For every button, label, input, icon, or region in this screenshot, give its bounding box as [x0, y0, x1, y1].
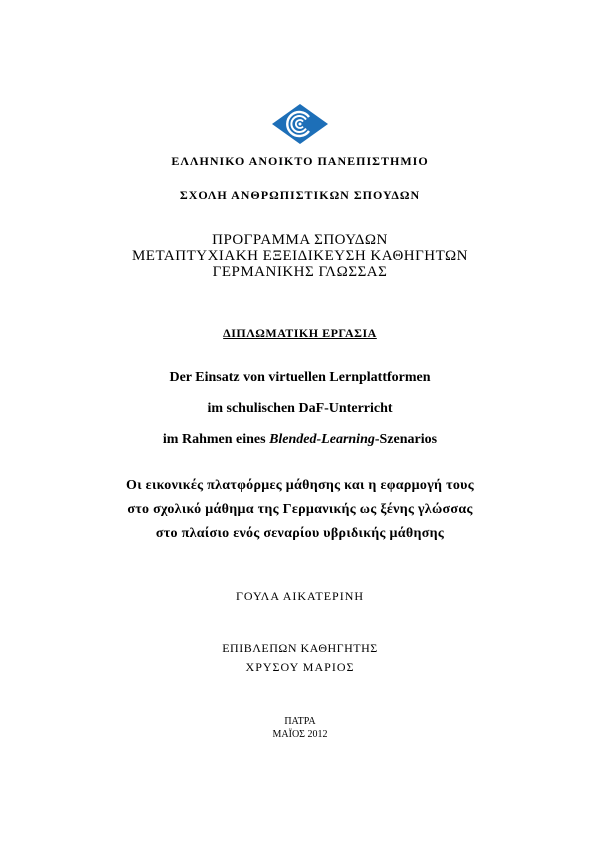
- german-title-line-2: im schulischen DaF-Unterricht: [207, 401, 393, 416]
- german-title-line-3-prefix: im Rahmen eines: [162, 432, 270, 447]
- german-title-line-3-italic: Blended-Learning: [269, 432, 375, 447]
- university-name: ΕΛΛΗΝΙΚΟ ΑΝΟΙΚΤΟ ΠΑΝΕΠΙΣΤΗΜΙΟ: [171, 154, 429, 168]
- greek-title-line-3: στο πλαίσιο ενός σεναρίου υβριδικής μάθησης: [155, 526, 445, 541]
- program-line-2: ΜΕΤΑΠΤΥΧΙΑΚΗ ΕΞΕΙΔΙΚΕΥΣΗ ΚΑΘΗΓΗΤΩΝ: [131, 248, 469, 264]
- program-line-3: ΓΕΡΜΑΝΙΚΗΣ ΓΛΩΣΣΑΣ: [212, 264, 388, 280]
- german-title-line-3: [0, 432, 600, 448]
- date: ΜΑΪΟΣ 2012: [272, 729, 328, 740]
- author-name: ΓΟΥΛΑ ΑΙΚΑΤΕΡΙΝΗ: [235, 589, 365, 603]
- supervisor-name: ΧΡΥΣΟΥ ΜΑΡΙΟΣ: [245, 660, 355, 674]
- greek-title-line-2: στο σχολικό μάθημα της Γερμανικής ως ξένης γλώσσας: [127, 502, 473, 517]
- greek-title-line-1: Οι εικονικές πλατφόρμες μάθησης και η εφαρμογή τους: [126, 478, 474, 493]
- school-name: ΣΧΟΛΗ ΑΝΘΡΩΠΙΣΤΙΚΩΝ ΣΠΟΥΔΩΝ: [179, 188, 421, 202]
- university-logo-icon: [272, 104, 328, 144]
- supervisor-label: ΕΠΙΒΛΕΠΩΝ ΚΑΘΗΓΗΤΗΣ: [222, 641, 378, 655]
- city: ΠΑΤΡΑ: [284, 716, 316, 727]
- program-line-1: ΠΡΟΓΡΑΜΜΑ ΣΠΟΥΔΩΝ: [212, 232, 388, 248]
- thesis-type: ΔΙΠΛΩΜΑΤΙΚΗ ΕΡΓΑΣΙΑ: [223, 326, 377, 340]
- german-title-line-1: Der Einsatz von virtuellen Lernplattformen: [169, 370, 431, 385]
- german-title-line-3-suffix: -Szenarios: [374, 432, 438, 447]
